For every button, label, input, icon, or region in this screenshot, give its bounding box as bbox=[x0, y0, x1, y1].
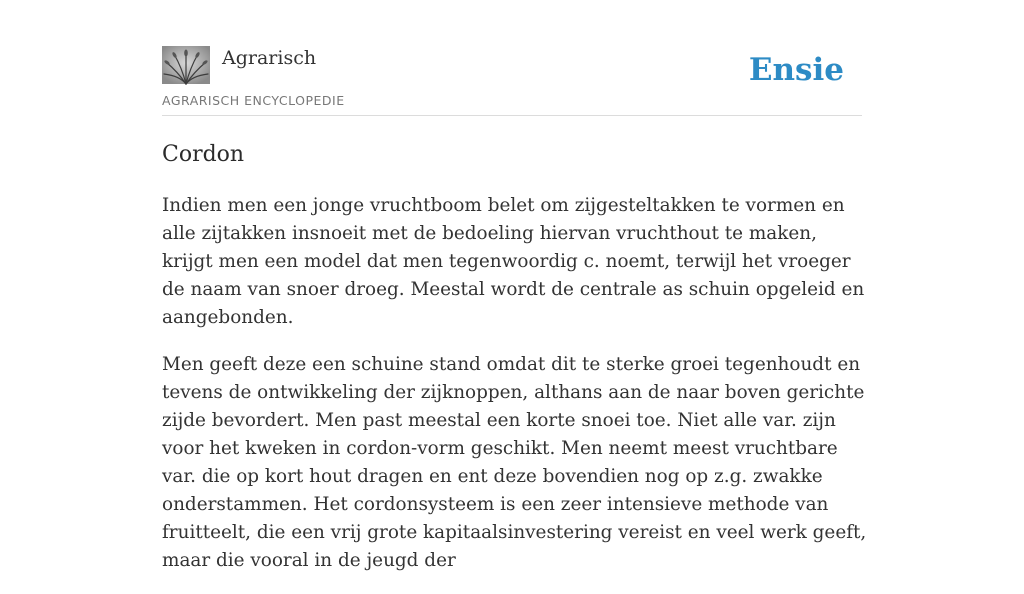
source-subtitle: AGRARISCH ENCYCLOPEDIE bbox=[162, 93, 345, 108]
brand-logo-link[interactable]: Ensie bbox=[748, 52, 844, 88]
wheat-logo-icon[interactable] bbox=[162, 46, 210, 84]
source-name[interactable]: Agrarisch bbox=[222, 47, 317, 69]
source-header bbox=[162, 44, 862, 116]
page-title: Cordon bbox=[162, 142, 245, 167]
article-body bbox=[162, 192, 867, 594]
article-paragraph: Indien men een jonge vruchtboom belet om zijgesteltakken te vormen en alle zijtakken insnoeit met de bedoeling hiervan vruchthout te maken, krijgt men een model dat men tegenwoordig c. noemt, terwijl het vroeger de naam van snoer droeg. Meestal wordt de centrale as schuin opgeleid en aangebonden. bbox=[162, 195, 865, 328]
article-paragraph: Men geeft deze een schuine stand omdat dit te sterke groei tegenhoudt en tevens de ontwikkeling der zijknoppen, althans aan de naar boven gerichte zijde bevordert. Men past meestal een korte snoei toe. Niet alle var. zijn voor het kweken in cordon-vorm geschikt. Men neemt meest vruchtbare var. die op kort hout dragen en ent deze bovendien nog op z.g. zwakke onderstammen. Het cordonsysteem is een zeer intensieve methode van fruitteelt, die een vrij grote kapitaalsinvestering vereist en veel werk geeft, maar die vooral in de jeugd der bbox=[162, 354, 867, 571]
